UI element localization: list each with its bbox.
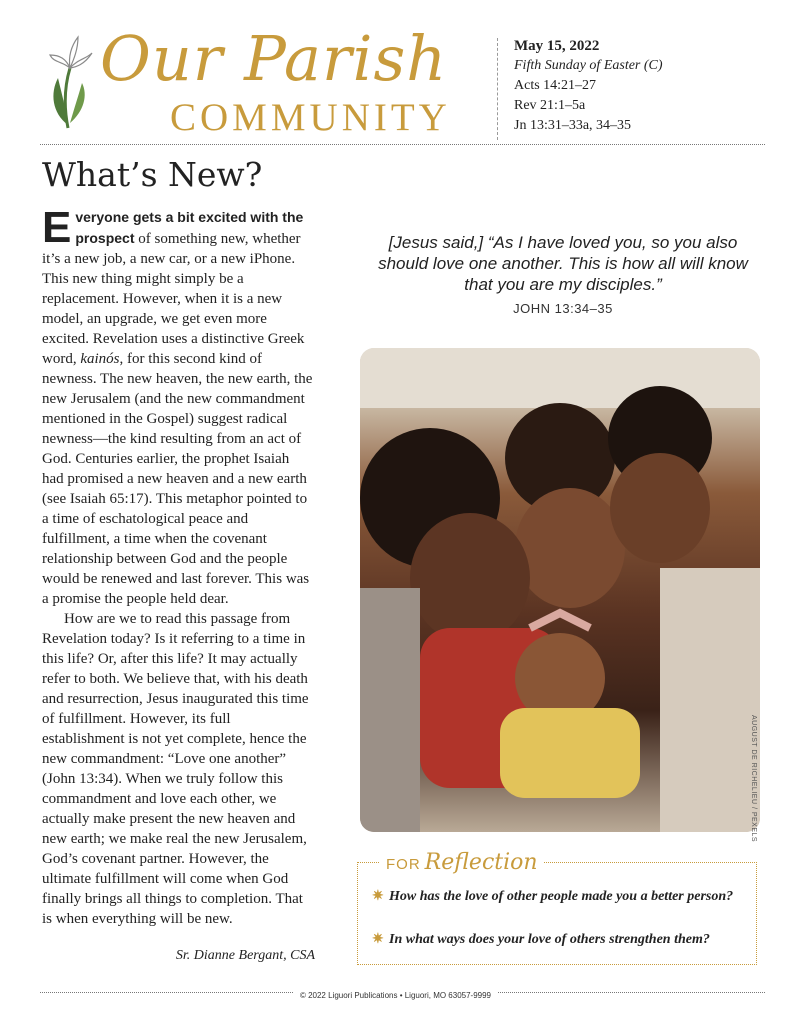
- copyright-text: © 2022 Liguori Publications • Liguori, MO 63057-9999: [294, 991, 497, 1000]
- star-bullet-icon: ✷: [372, 889, 384, 904]
- header-rule: [40, 144, 765, 145]
- reading-1: Acts 14:21–27: [514, 78, 597, 93]
- greek-word: kainós: [80, 351, 120, 367]
- photo-credit: AUGUST DE RICHELIEU / PEXELS: [750, 715, 757, 843]
- reflection-box: [357, 862, 757, 965]
- footer: [0, 985, 791, 1003]
- article-title: What’s New?: [42, 155, 263, 194]
- family-hug-photo: [360, 348, 760, 832]
- article-paragraph-1: [42, 203, 314, 609]
- reflection-heading-small: FOR: [386, 856, 421, 873]
- reading-2: Rev 21:1–5a: [514, 98, 586, 113]
- reflection-heading-script: Reflection: [424, 850, 538, 875]
- quote-text: [Jesus said,] “As I have loved you, so you also should love one another. This is how all will know that you are my disciples.”: [378, 233, 748, 294]
- reflection-question: [372, 887, 747, 906]
- article-paragraph-2: How are we to read this passage from Revelation today? Is it referring to a time in this life? Or, after this life? It may actually refer to both. We believe that, with his death and resurrection, Jesus inaugurated this time of fulfillment. However, its full establishment is not yet complete, hence the new commandment: “Love one another” (John 13:34). When we truly follow this commandment and love each other, we actually make present the new heaven and new earth; we make real the new Jerusalem, God’s covenant partner. However, the ultimate fulfillment will come when God finally brings all things to completion. That is when everything will be new.: [42, 611, 309, 927]
- photo-illustration: [360, 348, 760, 832]
- article-p1-text: of something new, whether it’s a new job, a new car, or a new iPhone. This new thing might simply be a replacement. However, when it is a new model, an upgrade, we get even more excited. Revelation uses a distinctive Greek word,: [42, 231, 305, 367]
- brand-script-title: Our Parish: [100, 22, 448, 95]
- liturgical-day: Fifth Sunday of Easter (C): [514, 58, 663, 73]
- lily-logo-icon: [44, 33, 94, 133]
- reflection-question-text: How has the love of other people made you a better person?: [389, 889, 734, 904]
- reflection-heading: [380, 850, 544, 875]
- issue-info: [514, 36, 663, 136]
- article-p1-end: , for this second kind of newness. The new heaven, the new earth, the new Jerusalem (and the new commandment mentioned in the Gospel) suggest radical newness—the kind resulting from an act of God. Centuries earlier, the prophet Isaiah had promised a new heaven and a new earth (see Isaiah 65:17). This metaphor pointed to a time of eschatological peace and fulfillment, a time when the covenant relationship between God and the people would be renewed and last forever. This was a promise the people held dear.: [42, 351, 313, 607]
- reflection-question-text: In what ways does your love of others strengthen them?: [389, 932, 710, 947]
- reading-3: Jn 13:31–33a, 34–35: [514, 118, 632, 133]
- article-author: Sr. Dianne Bergant, CSA: [175, 948, 315, 963]
- star-bullet-icon: ✷: [372, 932, 384, 947]
- quote-citation: JOHN 13:34–35: [513, 301, 613, 316]
- header-divider: [497, 38, 498, 140]
- article-body: [42, 203, 314, 929]
- drop-cap: E: [42, 203, 72, 252]
- brand-caps-title: COMMUNITY: [170, 96, 451, 139]
- reflection-question: [372, 930, 747, 949]
- scripture-quote: [372, 232, 754, 316]
- article-lead: veryone gets a bit excited with the prospect: [75, 209, 304, 246]
- issue-date: May 15, 2022: [514, 38, 600, 54]
